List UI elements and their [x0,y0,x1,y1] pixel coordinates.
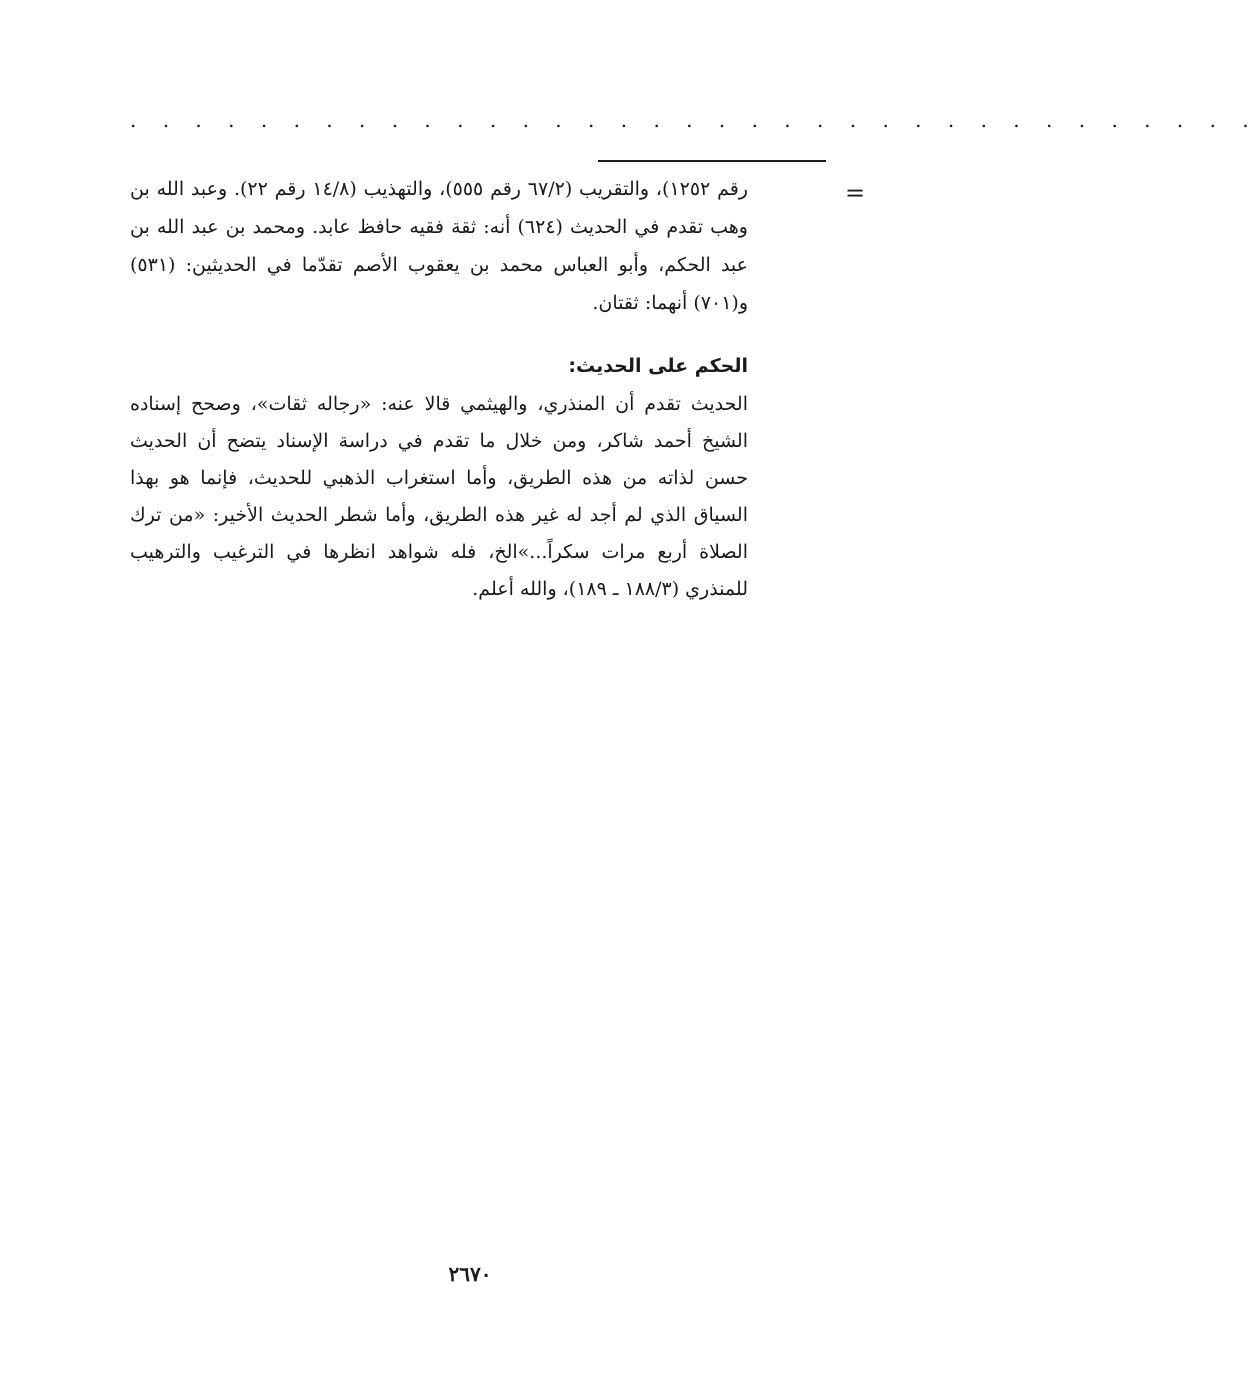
dotted-separator: . . . . . . . . . . . . . . . . . . . . . . . . . . . . . . . . . . . [130,108,1259,132]
page-number: ٢٦٧٠ [448,1262,492,1286]
section-heading: الحكم على الحديث: [568,355,748,377]
footnote-rule [598,160,826,162]
footnote-continuation: رقم ١٢٥٢)، والتقريب (٦٧/٢ رقم ٥٥٥)، والتهذيب (١٤/٨ رقم ٢٢). وعبد الله بن وهب تقدم في الحديث (٦٢٤) أنه: ثقة فقيه حافظ عابد. ومحمد بن عبد الله بن عبد الحكم، وأبو العباس محمد بن يعقوب الأصم تقدّما في الحديثين: (٥٣١) و(٧٠١) أنهما: ثقتان. [130,178,748,314]
section-body: الحديث تقدم أن المنذري، والهيثمي قالا عنه: «رجاله ثقات»، وصحح إسناده الشيخ أحمد شاكر، ومن خلال ما تقدم في دراسة الإسناد يتضح أن الحديث حسن لذاته من هذه الطريق، وأما استغراب الذهبي للحديث، فإنما هو بهذا السياق الذي لم أجد له غير هذه الطريق، وأما شطر الحديث الأخير: «من ترك الصلاة أربع مرات سكراً...»الخ، فله شواهد انظرها في الترغيب والترهيب للمنذري (١٨٨/٣ ـ ١٨٩)، والله أعلم. [130,393,748,600]
continuation-mark: = [845,179,866,207]
ruling-section [130,348,748,608]
